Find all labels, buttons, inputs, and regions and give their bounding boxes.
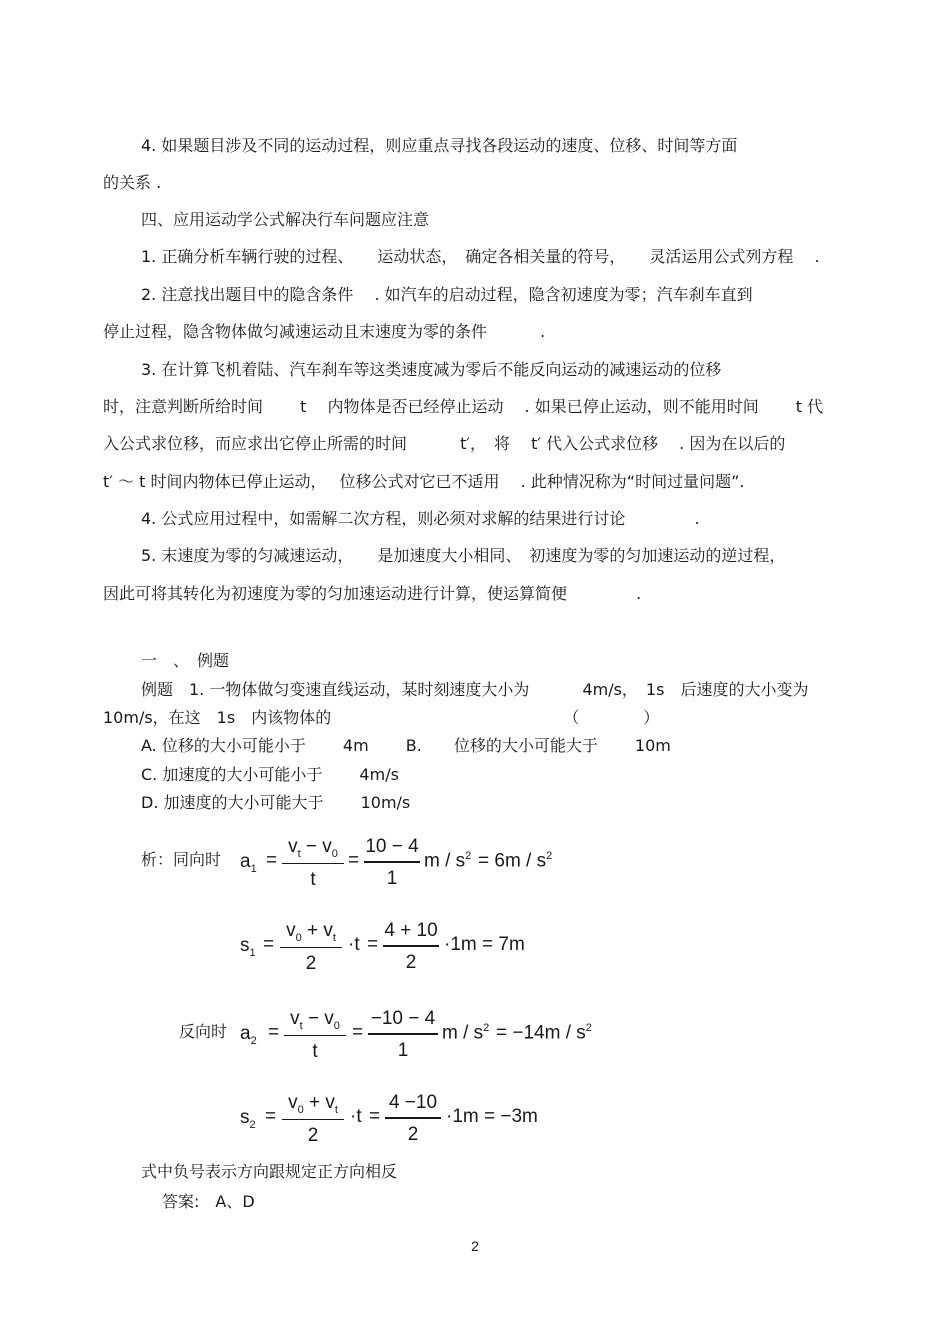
note-2-line1: 2. 注意找出题目中的隐含条件 . 如汽车的启动过程，隐含初速度为零；汽车刹车直到 [141,285,753,304]
example-1-question-line1: 例题 1. 一物体做匀变速直线运动，某时刻速度大小为 4m/s， 1s 后速度的大小变为 [141,680,809,699]
note-1: 1. 正确分析车辆行驶的过程、 运动状态， 确定各相关量的符号， 灵活运用公式列方程 . [141,247,820,266]
note-5-line1: 5. 末速度为零的匀减速运动， 是加速度大小相同、 初速度为零的匀加速运动的逆过程， [141,546,786,565]
note-3-line2: 时，注意判断所给时间 t 内物体是否已经停止运动 . 如果已停止运动，则不能用时间 t 代 [103,397,824,416]
note-3-line3: 入公式求位移，而应求出它停止所需的时间 t′， 将 t′ 代入公式求位移 . 因为在以后的 [103,434,786,453]
paragraph-4-line2: 的关系 . [103,173,162,192]
answer: 答案: A、D [162,1192,255,1211]
paragraph-4-line1: 4. 如果题目涉及不同的运动过程，则应重点寻找各段运动的速度、位移、时间等方面 [141,136,738,155]
negative-sign-note: 式中负号表示方向跟规定正方向相反 [141,1162,398,1181]
option-a-b: A. 位移的大小可能小于 4m B. 位移的大小可能大于 10m [141,736,671,755]
note-2-line2: 停止过程，隐含物体做匀减速运动且末速度为零的条件 . [103,322,546,341]
section-heading-4: 四、应用运动学公式解决行车问题应注意 [141,210,430,229]
note-4: 4. 公式应用过程中，如需解二次方程，则必须对求解的结果进行讨论 . [141,509,700,528]
example-heading: 一 、 例题 [141,651,230,670]
analysis-opposite-direction-label: 反向时 [179,1022,228,1041]
note-3-line1: 3. 在计算飞机着陆、汽车刹车等这类速度减为零后不能反向运动的减速运动的位移 [141,360,722,379]
example-1-question-line2: 10m/s，在这 1s 内该物体的 （ ） [103,708,660,727]
note-3-line4: t′ ～ t 时间内物体已停止运动， 位移公式对它已不适用 . 此种情况称为“时间过量问题”. [103,472,745,491]
note-5-line2: 因此可将其转化为初速度为零的匀加速运动进行计算，使运算简便 . [103,584,642,603]
option-d: D. 加速度的大小可能大于 10m/s [141,793,411,812]
option-c: C. 加速度的大小可能小于 4m/s [141,765,399,784]
page-number: 2 [471,1238,479,1254]
analysis-same-direction-label: 析：同向时 [141,850,222,869]
